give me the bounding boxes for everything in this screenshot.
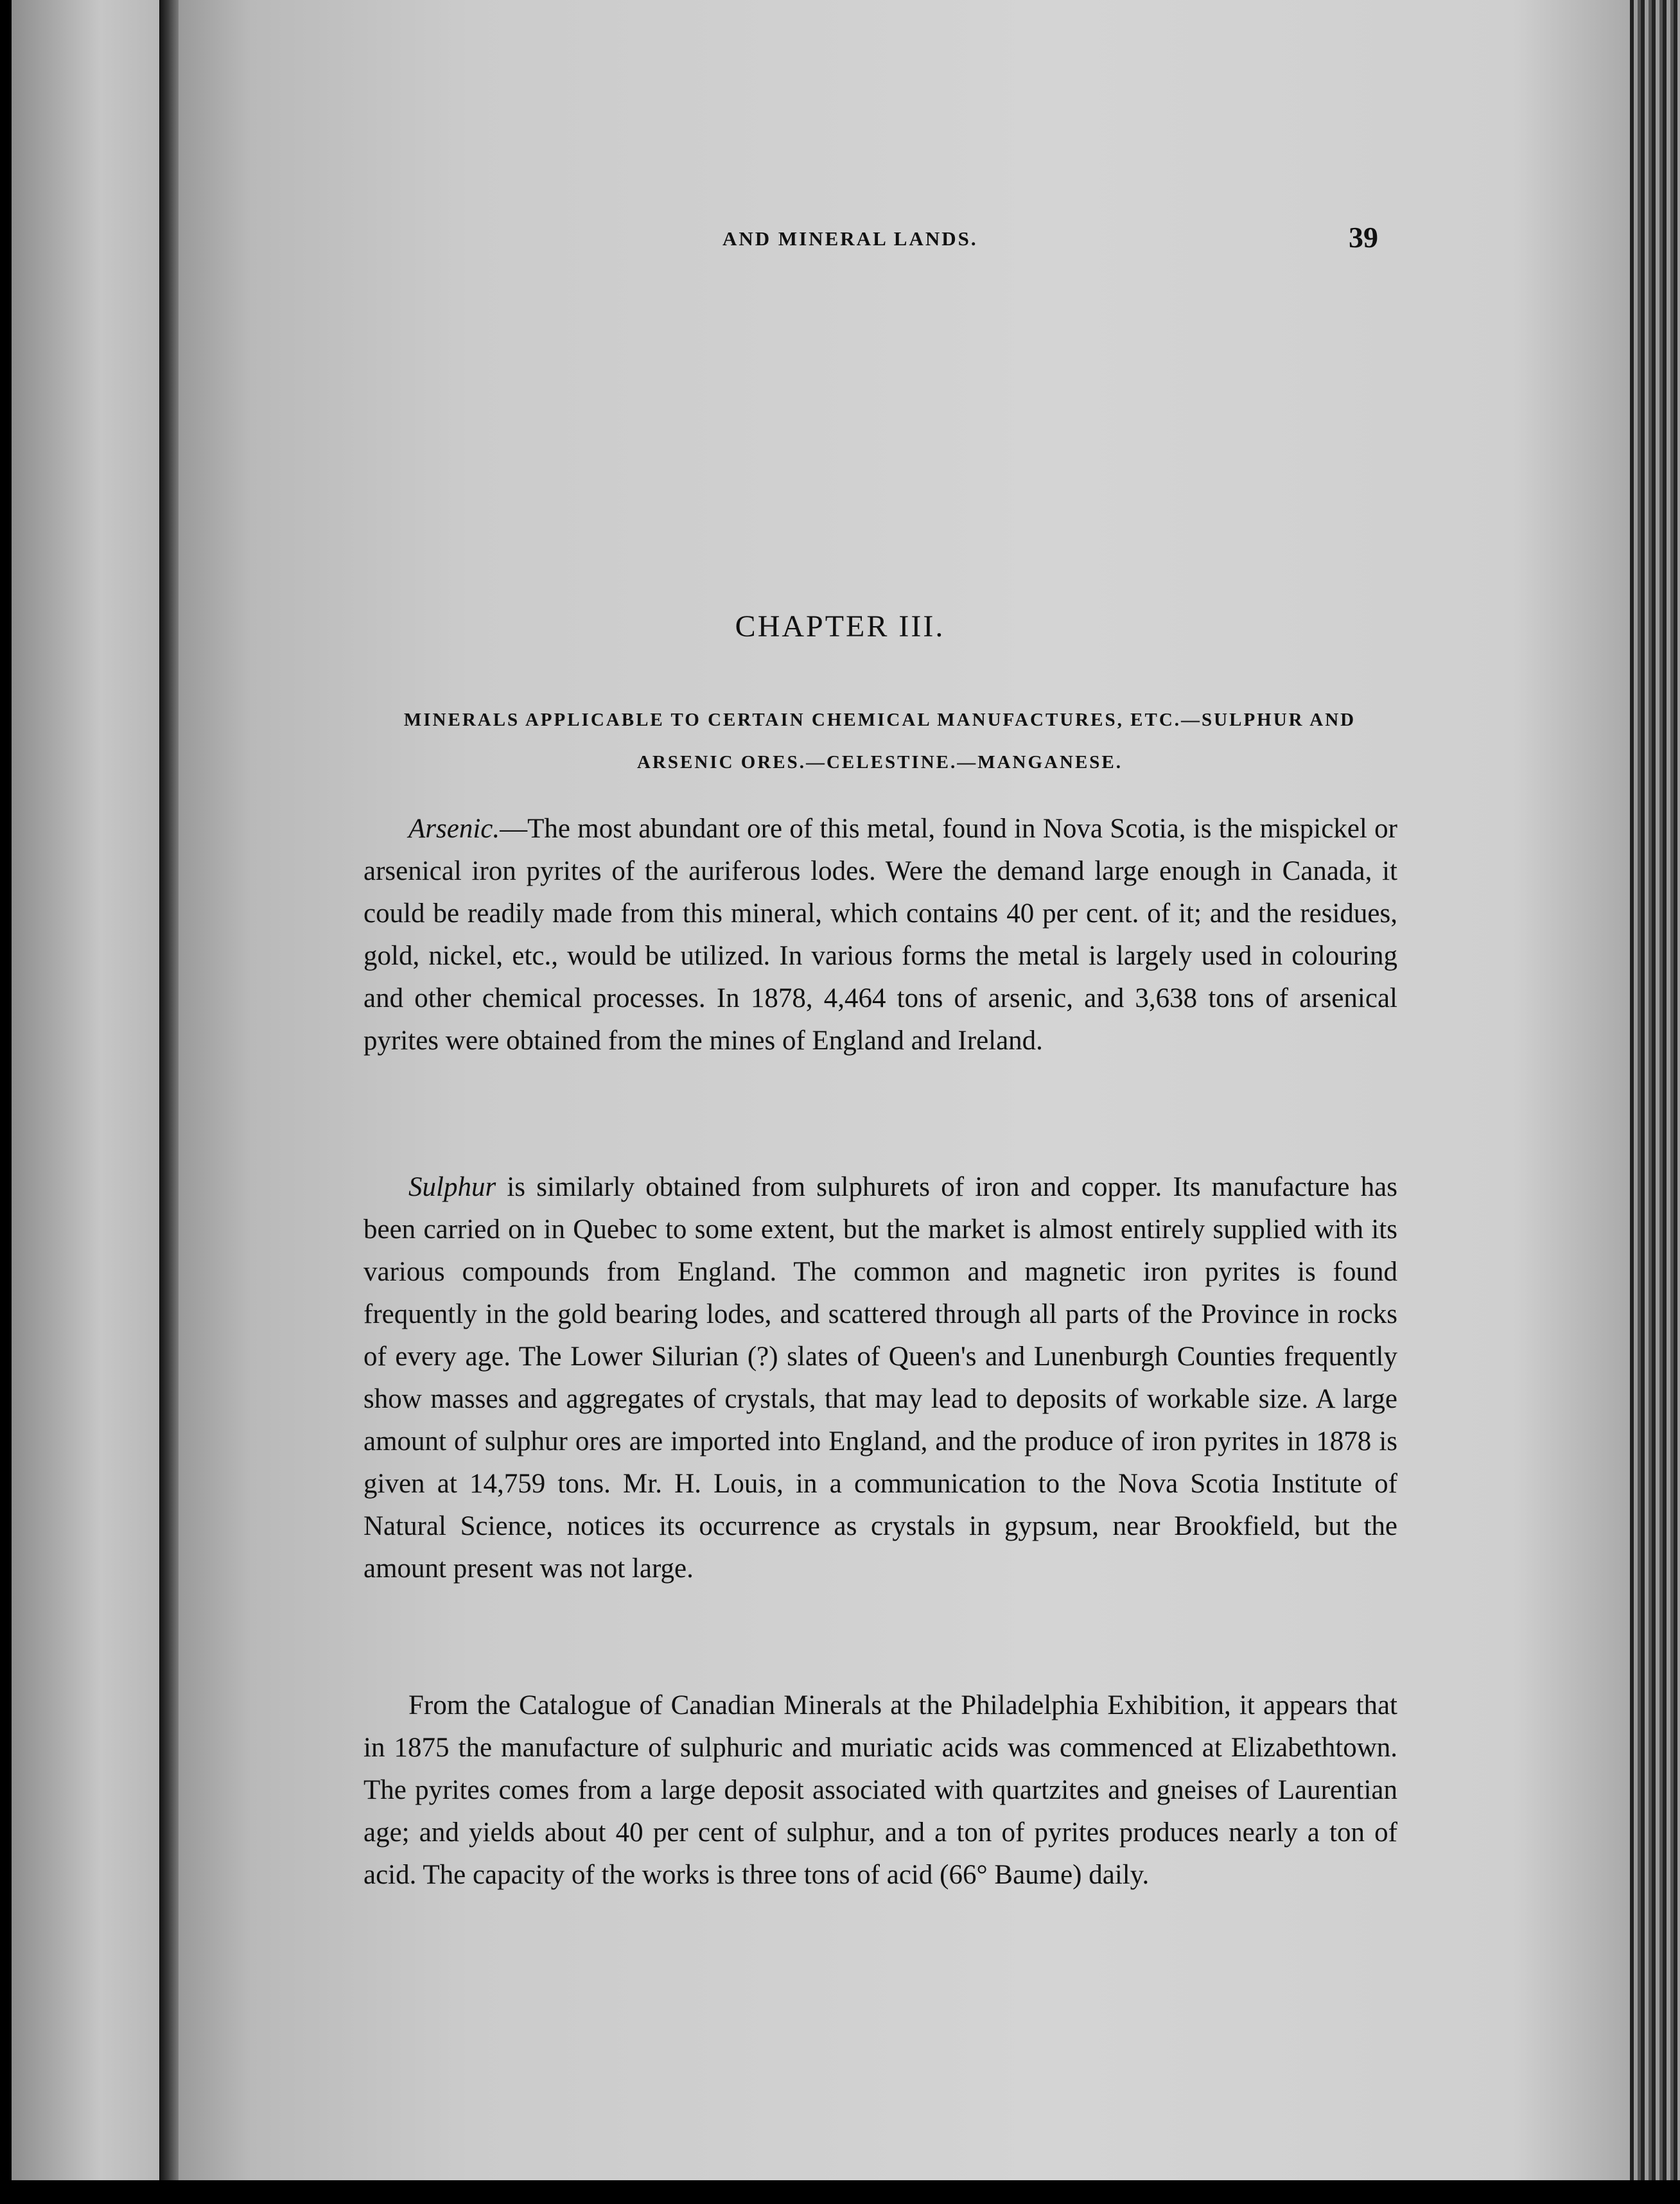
facing-page-edge: [12, 0, 159, 2180]
page-stack-edges: [1630, 0, 1680, 2180]
paragraph-lead: Sulphur: [408, 1172, 496, 1202]
paragraph-catalogue: [363, 1684, 1397, 1896]
chapter-title: CHAPTER III.: [735, 609, 945, 643]
page-number: 39: [1349, 221, 1378, 254]
paragraph-text: is similarly obtained from sulphurets of iron and copper. Its manufacture has been carried on in Quebec to some extent, but the market is almost entirely supplied with its various compounds from England. The common and magnetic iron pyrites is found frequently in the gold bearing lodes, and scattered through all parts of the Province in rocks of every age. The Lower Silurian (?) slates of Queen's and Lunenburgh Counties frequently show masses and aggregates of crystals, that may lead to deposits of workable size. A large amount of sulphur ores are imported into England, and the produce of iron pyrites in 1878 is given at 14,759 tons. Mr. H. Louis, in a communication to the Nova Scotia Institute of Natural Science, notices its occurrence as crystals in gypsum, near Brookfield, but the amount present was not large.: [363, 1172, 1397, 1584]
paragraph-arsenic: [363, 808, 1397, 1062]
paragraph-sulphur: [363, 1166, 1397, 1590]
paragraph-lead: Arsenic.: [408, 814, 500, 844]
running-head: AND MINERAL LANDS.: [722, 227, 978, 250]
chapter-subtitle: MINERALS APPLICABLE TO CERTAIN CHEMICAL MANUFACTURES, ETC.—SULPHUR AND ARSENIC ORES.—CELESTINE.—MANGANESE.: [403, 710, 1356, 773]
book-spine-shadow: [159, 0, 179, 2180]
paragraph-text: From the Catalogue of Canadian Minerals at the Philadelphia Exhibition, it appears that in 1875 the manufacture of sulphuric and muriatic acids was commenced at Elizabethtown. The pyrites comes from a large deposit associated with quartzites and gneises of Laurentian age; and yields about 40 per cent of sulphur, and a ton of pyrites produces nearly a ton of acid. The capacity of the works is three tons of acid (66° Baume) daily.: [363, 1690, 1397, 1890]
paragraph-text: —The most abundant ore of this metal, found in Nova Scotia, is the mispickel or arsenical iron pyrites of the auriferous lodes. Were the demand large enough in Canada, it could be readily made from this mineral, which contains 40 per cent. of it; and the residues, gold, nickel, etc., would be utilized. In various forms the metal is largely used in colouring and other chemical processes. In 1878, 4,464 tons of arsenic, and 3,638 tons of arsenical pyrites were obtained from the mines of England and Ireland.: [363, 814, 1397, 1056]
scan-border: [0, 2180, 1680, 2204]
